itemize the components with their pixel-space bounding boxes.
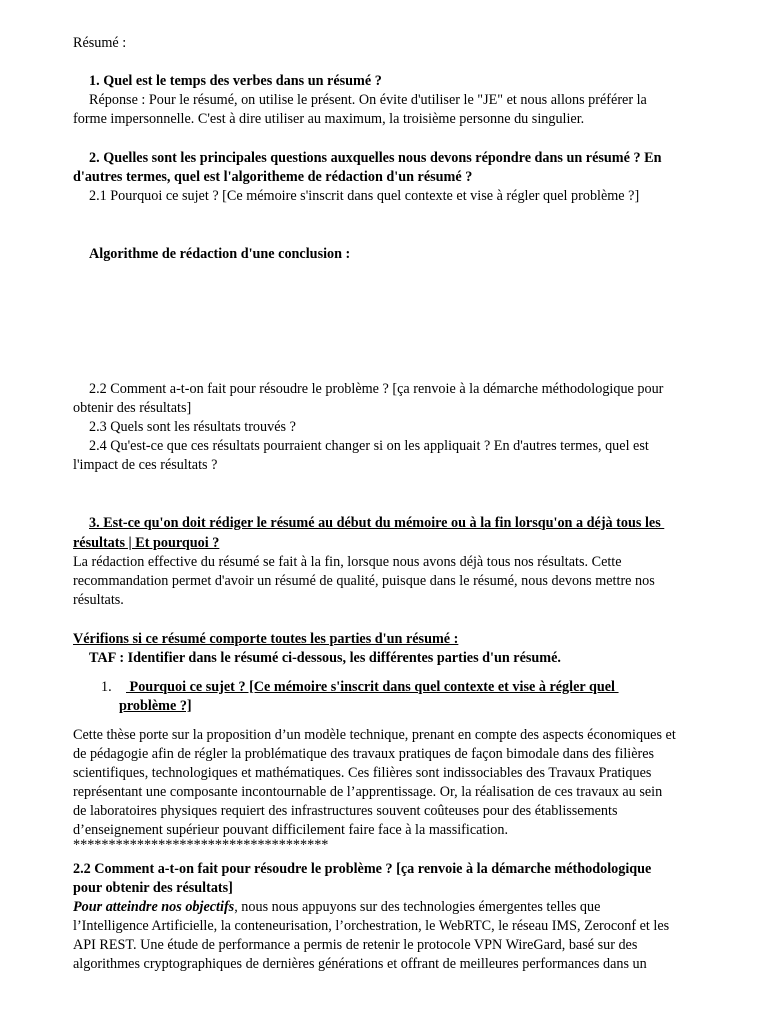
question-3-answer-end: résultats. [73, 592, 124, 608]
list-item-1: Pourquoi ce sujet ? [Ce mémoire s'inscrit dans quel contexte et vise à régler quel [126, 679, 619, 695]
item-2-2: 2.2 Comment a-t-on fait pour résoudre le problème ? [ça renvoie à la démarche méthodologique pour [89, 381, 664, 397]
verify-heading: Vérifions si ce résumé comporte toutes les parties d'un résumé : [73, 631, 459, 647]
paragraph-line: représentant une composante incontournable de l’apprentissage. Or, la réalisation de ces travaux au sein [73, 784, 663, 800]
section-2-2-heading: 2.2 Comment a-t-on fait pour résoudre le problème ? [ça renvoie à la démarche méthodologique [73, 861, 652, 877]
question-1-title: 1. Quel est le temps des verbes dans un résumé ? [89, 73, 382, 89]
paragraph-line: de pédagogie afin de régler la problématique des travaux pratiques de façon bimodale dans des filières [73, 746, 655, 762]
question-1-answer-cont: forme impersonnelle. C'est à dire utiliser au maximum, la troisième personne du singulier. [73, 111, 585, 127]
question-2-title-cont: d'autres termes, quel est l'algoritheme de rédaction d'un résumé ? [73, 169, 473, 185]
item-2-2-cont: obtenir des résultats] [73, 400, 192, 416]
item-2-4-cont: l'impact de ces résultats ? [73, 457, 218, 473]
separator-stars: ************************************ [73, 837, 329, 853]
question-1-answer: Réponse : Pour le résumé, on utilise le présent. On évite d'utiliser le "JE" et nous allons préférer la [89, 92, 647, 108]
list-number: 1. [101, 679, 112, 695]
paragraph-line: algorithmes cryptographiques de dernières générations et offrant de meilleures performances dans un [73, 956, 647, 972]
question-2-title: 2. Quelles sont les principales questions auxquelles nous devons répondre dans un résumé ? En [89, 150, 662, 166]
item-2-4: 2.4 Qu'est-ce que ces résultats pourraient changer si on les appliquait ? En d'autres termes, quel est [89, 438, 649, 454]
conclusion-heading: Algorithme de rédaction d'une conclusion : [89, 246, 351, 262]
paragraph-line: de laboratoires physiques requiert des infrastructures souvent coûteuses pour des établissements [73, 803, 618, 819]
taf-instruction: TAF : Identifier dans le résumé ci-dessous, les différentes parties d'un résumé. [89, 650, 561, 666]
section-2-2-paragraph [73, 898, 733, 917]
item-2-3: 2.3 Quels sont les résultats trouvés ? [89, 419, 296, 435]
paragraph-line: Cette thèse porte sur la proposition d’un modèle technique, prenant en compte des aspects économiques et [73, 727, 676, 743]
list-item-1-cont: problème ?] [119, 698, 192, 714]
paragraph-line: d’enseignement supérieur pouvant difficilement faire face à la massification. [73, 822, 509, 838]
question-3-answer: La rédaction effective du résumé se fait à la fin, lorsque nous avons déjà tous nos résultats. Cette [73, 554, 622, 570]
paragraph-line: l’Intelligence Artificielle, la conteneurisation, l’orchestration, le WebRTC, le réseau IMS, Zeroconf et les [73, 918, 670, 934]
paragraph-line: API REST. Une étude de performance a permis de retenir le protocole VPN WireGard, basé sur des [73, 937, 638, 953]
question-3-answer-cont: recommandation permet d'avoir un résumé de qualité, puisque dans le résumé, nous devons mettre nos [73, 573, 655, 589]
question-3-title: 3. Est-ce qu'on doit rédiger le résumé au début du mémoire ou à la fin lorsqu'on a déjà tous les [89, 515, 665, 531]
question-3-title-cont: résultats | Et pourquoi ? [73, 535, 220, 551]
lead-rest: , nous nous appuyons sur des technologies émergentes telles que [234, 899, 601, 915]
section-2-2-heading-cont: pour obtenir des résultats] [73, 880, 233, 896]
resume-label: Résumé : [73, 35, 127, 51]
paragraph-line: scientifiques, technologiques et mathématiques. Ces filières sont indissociables des Travaux Pratiques [73, 765, 652, 781]
item-2-1: 2.1 Pourquoi ce sujet ? [Ce mémoire s'inscrit dans quel contexte et vise à régler quel problème ?] [89, 188, 640, 204]
lead-phrase: Pour atteindre nos objectifs [73, 899, 235, 915]
